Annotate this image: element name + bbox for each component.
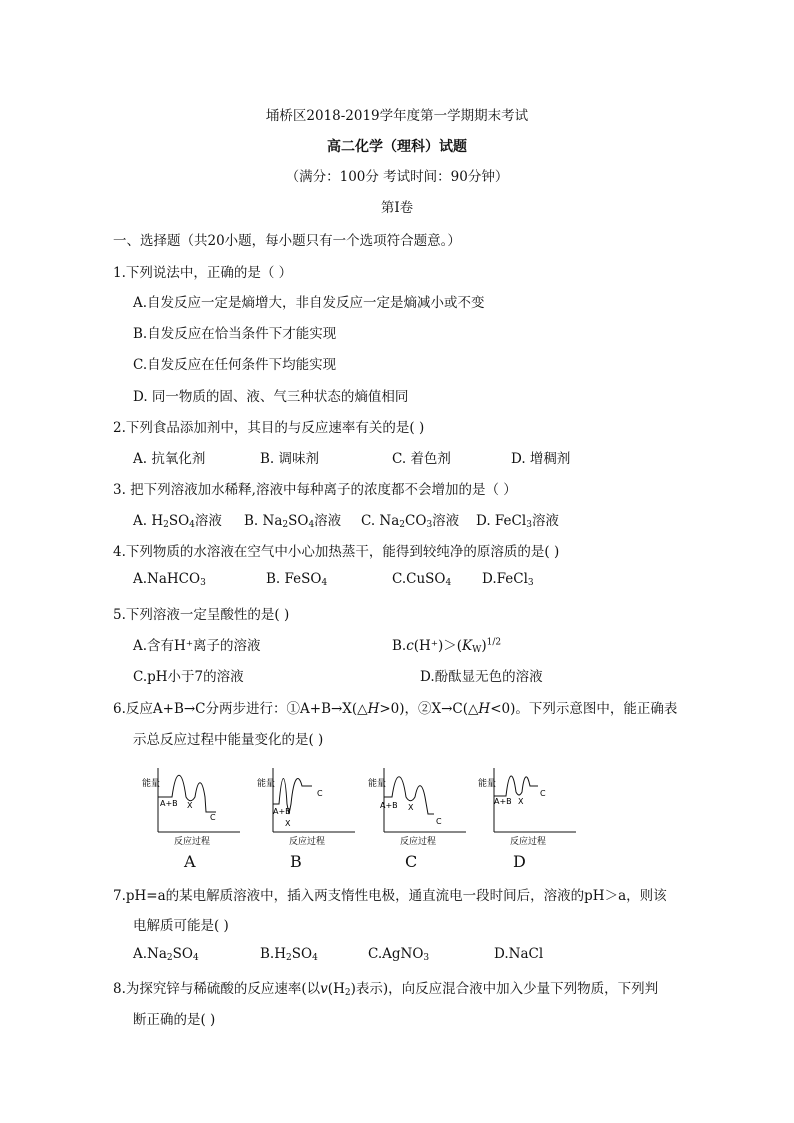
- diagram-label-a: A: [184, 852, 196, 871]
- q5-option-a: A.含有H⁺离子的溶液: [133, 638, 261, 654]
- q1-stem: 1.下列说法中，正确的是（ ）: [113, 265, 293, 281]
- energy-diagram-c: [366, 764, 476, 860]
- energy-curve: [494, 776, 538, 796]
- q4-option-c: C.CuSO$_4$: [392, 571, 452, 588]
- q6-stem-line2: 示总反应过程中能量变化的是( ): [133, 732, 324, 748]
- q2-option-a: A. 抗氧化剂: [133, 451, 206, 467]
- q5-option-d: D.酚酞显无色的溶液: [420, 669, 543, 685]
- q3-option-a: A. $H_2SO_4$溶液: [133, 513, 222, 530]
- y-axis-label: 能量: [368, 779, 387, 789]
- section-heading: 一、选择题（共20小题，每小题只有一个选项符合题意。）: [113, 233, 461, 249]
- label-c: C: [210, 813, 216, 822]
- energy-diagram-d: [476, 764, 586, 860]
- q8-stem-line1: 8.为探究锌与稀硫酸的反应速率(以$v(H_2)$表示)，向反应混合液中加入少量下列物质，下列判: [113, 981, 659, 998]
- q4-stem: 4.下列物质的水溶液在空气中小心加热蒸干，能得到较纯净的原溶质的是( ): [113, 544, 560, 560]
- diagram-label-d: D: [513, 852, 526, 871]
- q3-option-d: D. FeCl$_3$溶液: [476, 513, 559, 530]
- q8-stem-line2: 断正确的是( ): [133, 1012, 216, 1028]
- energy-diagram-a: [140, 764, 250, 860]
- q1-option-b: B.自发反应在恰当条件下才能实现: [133, 326, 337, 342]
- q4-option-d: D.FeCl$_3$: [482, 571, 534, 588]
- q5-option-c: C.pH小于7的溶液: [133, 669, 244, 685]
- q6-stem-line1: 6.反应A+B→C分两步进行：①A+B→X(△H>0)，②X→C(△H<0)。下列示意图中，能正确表: [113, 701, 678, 717]
- y-axis-label: 能量: [257, 779, 276, 789]
- q2-option-b: B. 调味剂: [260, 451, 320, 467]
- x-axis-label: 反应过程: [510, 837, 547, 847]
- q2-option-c: C. 着色剂: [392, 451, 451, 467]
- q4-option-a: A.NaHCO$_3$: [133, 571, 206, 588]
- q5-stem: 5.下列溶液一定呈酸性的是( ): [113, 607, 290, 623]
- q7-option-b: $B.H_2SO_4$: [260, 946, 318, 963]
- q2-option-d: D. 增稠剂: [511, 451, 571, 467]
- label-c: C: [540, 789, 546, 798]
- q7-option-d: D.NaCl: [494, 946, 544, 962]
- volume-label: 第Ⅰ卷: [380, 200, 414, 216]
- q7-stem-line2: 电解质可能是( ): [133, 918, 229, 934]
- y-axis-label: 能量: [142, 779, 161, 789]
- q3-option-b: B. $Na_2SO_4$溶液: [244, 513, 342, 530]
- diagram-label-b: B: [290, 852, 302, 871]
- label-x: X: [187, 801, 193, 810]
- label-ab: A+B: [380, 801, 398, 810]
- label-c: C: [436, 817, 442, 826]
- exam-info: （满分：100分 考试时间：90分钟）: [285, 169, 509, 185]
- q1-option-c: C.自发反应在任何条件下均能实现: [133, 357, 337, 373]
- q3-stem: 3. 把下列溶液加水稀释,溶液中每种离子的浓度都不会增加的是（ ）: [113, 482, 517, 498]
- q1-option-a: A.自发反应一定是熵增大，非自发反应一定是熵减小或不变: [133, 295, 485, 311]
- q5-option-b: $B.c(H^+)>(K_W)^{1/2}$: [392, 637, 502, 655]
- q1-option-d: D. 同一物质的固、液、气三种状态的熵值相同: [133, 389, 409, 405]
- x-axis-label: 反应过程: [400, 837, 437, 847]
- q7-option-c: C.AgNO$_3$: [368, 946, 430, 963]
- diagram-label-c: C: [405, 852, 418, 871]
- subject-title: 高二化学（理科）试题: [327, 139, 467, 155]
- x-axis-label: 反应过程: [174, 837, 211, 847]
- y-axis-label: 能量: [478, 779, 497, 789]
- label-c: C: [317, 789, 323, 798]
- q7-stem-line1: 7.pH=a的某电解质溶液中，插入两支惰性电极，通直流电一段时间后，溶液的pH＞a，则该: [113, 888, 667, 904]
- q7-option-a: $A.Na_2SO_4$: [133, 946, 199, 963]
- exam-title: 埇桥区2018-2019学年度第一学期期末考试: [265, 108, 529, 124]
- label-x: X: [408, 803, 414, 812]
- q2-stem: 2.下列食品添加剂中，其目的与反应速率有关的是( ): [113, 420, 425, 436]
- energy-diagram-b: [255, 764, 365, 860]
- label-x: X: [285, 819, 291, 828]
- label-x: X: [518, 797, 524, 806]
- x-axis-label: 反应过程: [289, 837, 326, 847]
- q4-option-b: B. FeSO$_4$: [266, 571, 328, 588]
- q3-option-c: C. $Na_2CO_3$溶液: [361, 513, 460, 530]
- label-ab: A+B: [273, 807, 291, 816]
- label-ab: A+B: [160, 799, 178, 808]
- label-ab: A+B: [494, 797, 512, 806]
